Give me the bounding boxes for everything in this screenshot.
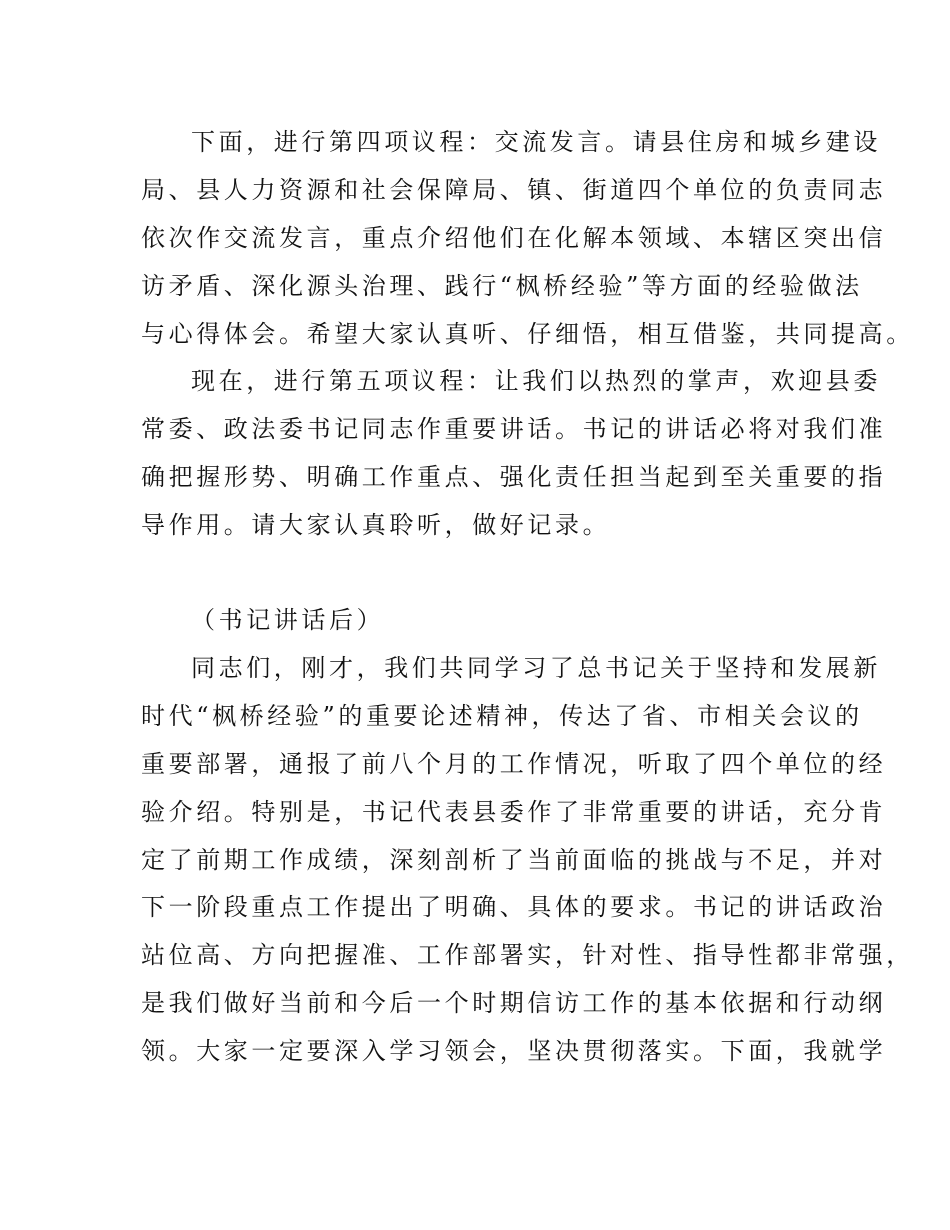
stage-note: （书记讲话后） xyxy=(191,606,385,634)
paragraph-1-line: 访矛盾、深化源头治理、践行“枫桥经验”等方面的经验做法 xyxy=(141,272,863,300)
paragraph-4-line: 领。大家一定要深入学习领会，坚决贯彻落实。下面，我就学 xyxy=(141,1037,887,1065)
paragraph-4-line: 时代“枫桥经验”的重要论述精神，传达了省、市相关会议的 xyxy=(141,702,863,730)
paragraph-4-line: 站位高、方向把握准、工作部署实，针对性、指导性都非常强， xyxy=(141,941,914,969)
paragraph-2-line: 导作用。请大家认真聆听，做好记录。 xyxy=(141,511,611,539)
paragraph-4-line: 重要部署，通报了前八个月的工作情况，听取了四个单位的经 xyxy=(141,750,887,778)
paragraph-2-line: 现在，进行第五项议程：让我们以热烈的掌声，欢迎县委 xyxy=(191,367,881,395)
paragraph-4-line: 验介绍。特别是，书记代表县委作了非常重要的讲话，充分肯 xyxy=(141,798,887,826)
paragraph-1-line: 局、县人力资源和社会保障局、镇、街道四个单位的负责同志 xyxy=(141,176,887,204)
paragraph-2-line: 确把握形势、明确工作重点、强化责任担当起到至关重要的指 xyxy=(141,463,887,491)
paragraph-4-line: 定了前期工作成绩，深刻剖析了当前面临的挑战与不足，并对 xyxy=(141,846,887,874)
paragraph-1-line: 依次作交流发言，重点介绍他们在化解本领域、本辖区突出信 xyxy=(141,224,887,252)
paragraph-1-line: 下面，进行第四项议程：交流发言。请县住房和城乡建设 xyxy=(191,128,881,156)
paragraph-1-line: 与心得体会。希望大家认真听、仔细悟，相互借鉴，共同提高。 xyxy=(141,320,914,348)
paragraph-4-line: 是我们做好当前和今后一个时期信访工作的基本依据和行动纲 xyxy=(141,989,887,1017)
paragraph-4-line: 下一阶段重点工作提出了明确、具体的要求。书记的讲话政治 xyxy=(141,893,887,921)
paragraph-4-line: 同志们，刚才，我们共同学习了总书记关于坚持和发展新 xyxy=(191,654,881,682)
paragraph-2-line: 常委、政法委书记同志作重要讲话。书记的讲话必将对我们准 xyxy=(141,415,887,443)
